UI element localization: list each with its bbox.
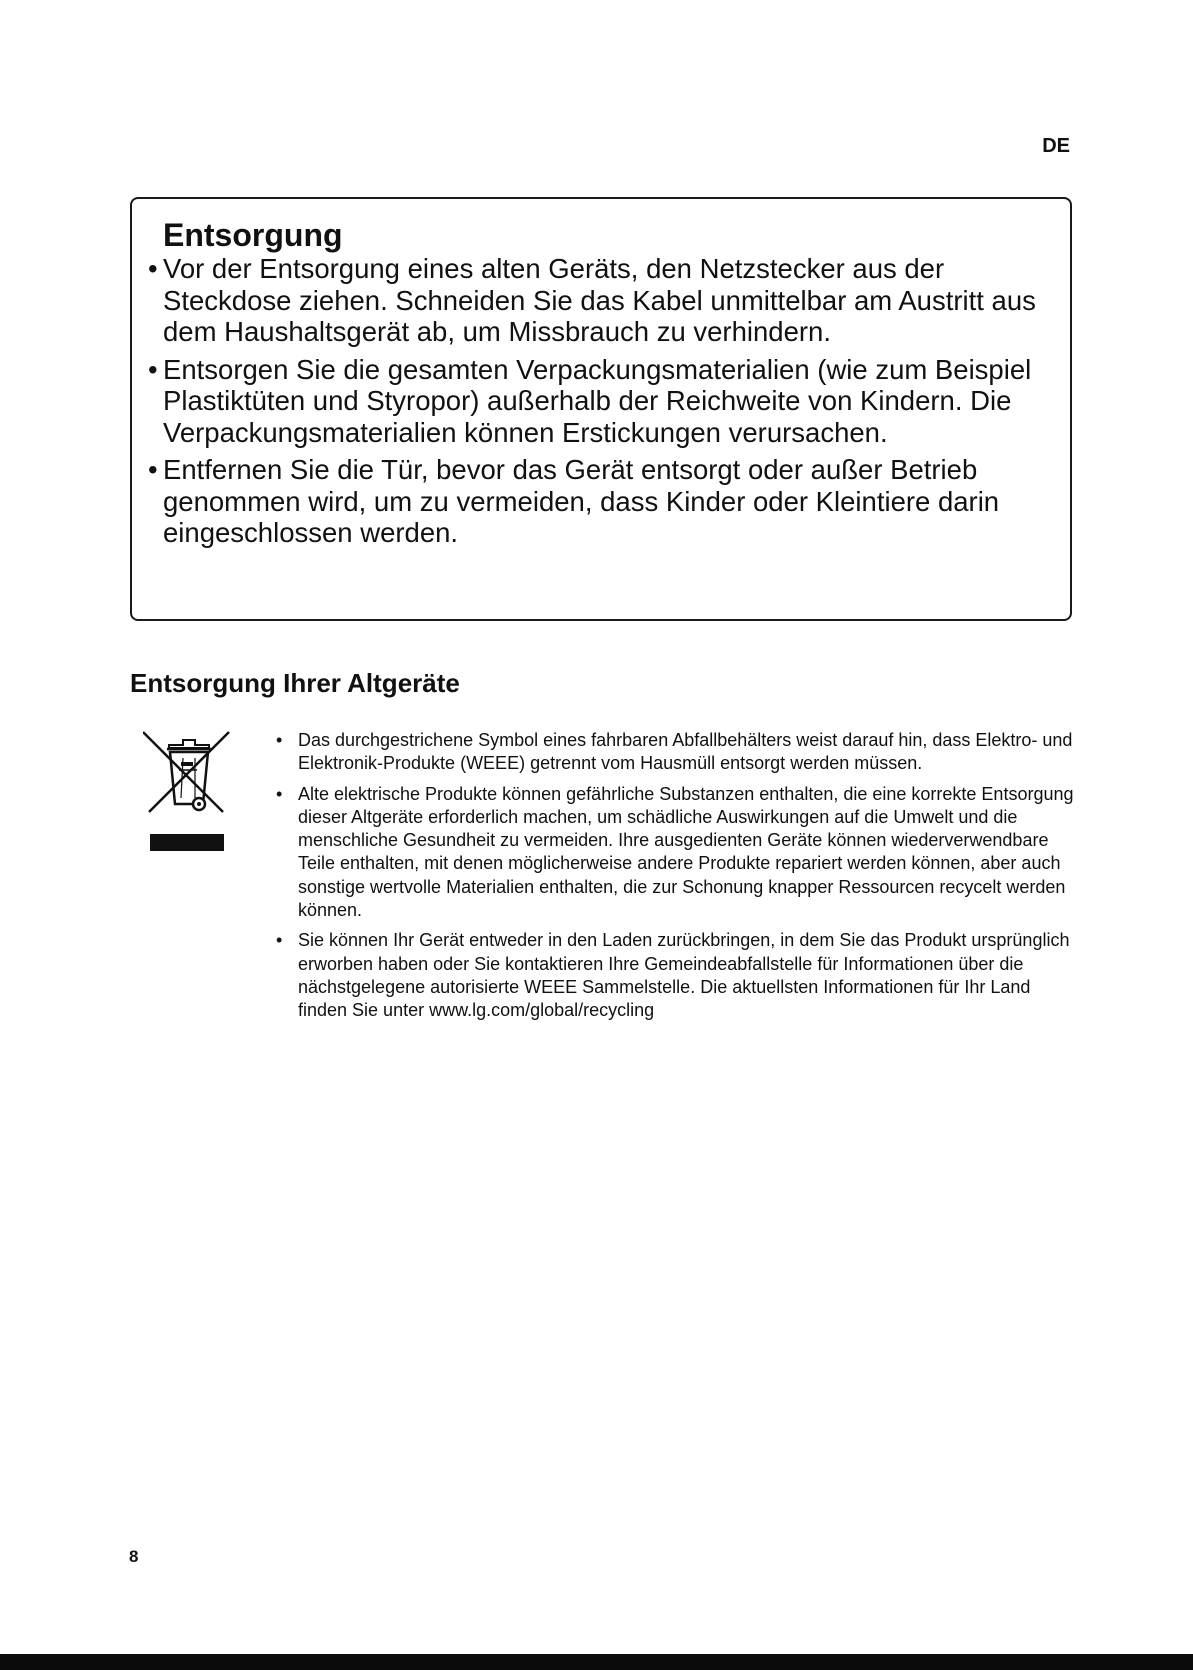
info-item — [276, 783, 1076, 923]
disposal-warning-box — [130, 197, 1072, 621]
bullet-icon: • — [276, 930, 283, 951]
info-item — [276, 929, 1076, 1022]
disposal-info-list — [276, 729, 1076, 1030]
warning-item-text: Vor der Entsorgung eines alten Geräts, den Netzstecker aus der Steckdose ziehen. Schneiden Sie das Kabel unmittelbar am Austritt aus dem Haushaltsgerät ab, um Missbrauch zu verhindern. — [163, 253, 1036, 347]
bottom-edge-bar — [0, 1654, 1193, 1670]
info-item — [276, 729, 1076, 776]
bullet-icon: • — [276, 730, 283, 750]
page-number: 8 — [129, 1547, 139, 1566]
language-code: DE — [1042, 135, 1070, 157]
bullet-icon: • — [276, 783, 283, 804]
warning-item-text: Entfernen Sie die Tür, bevor das Gerät entsorgt oder außer Betrieb genommen wird, um zu vermeiden, dass Kinder oder Kleintiere darin eingeschlossen werden. — [163, 454, 1000, 548]
warning-item-text: Entsorgen Sie die gesamten Verpackungsmaterialien (wie zum Beispiel Plastiktüten und Styropor) außerhalb der Reichweite von Kindern. Die Verpackungsmaterialien können Erstickungen verursachen. — [163, 353, 1032, 448]
bullet-icon: • — [148, 353, 158, 385]
warning-item — [148, 454, 1050, 549]
bullet-icon: • — [148, 454, 158, 485]
warning-list — [148, 253, 1050, 549]
warning-item — [148, 253, 1050, 348]
section-title: Entsorgung Ihrer Altgeräte — [130, 668, 460, 698]
info-item-text: Das durchgestrichene Symbol eines fahrbaren Abfallbehälters weist darauf hin, dass Elektro- und Elektronik-Produkte (WEEE) getrennt vom Hausmüll entsorgt werden müssen. — [298, 730, 1073, 774]
bullet-icon: • — [148, 253, 158, 284]
warning-item — [148, 354, 1050, 449]
info-item-text: Alte elektrische Produkte können gefährliche Substanzen enthalten, die eine korrekte Entsorgung dieser Altgeräte erforderlich machen, um schädliche Auswirkungen auf die Umwelt und die menschliche Gesundheit zu vermeiden. Ihre ausgedienten Geräte können wiederverwendbare Teile enthalten, mit denen möglicherweise andere Produkte repariert werden können, aber auch sonstige wertvolle Materialien enthalten, die zur Schonung knapper Ressourcen recycelt werden können. — [298, 783, 1074, 921]
warning-box-title: Entsorgung — [163, 217, 343, 253]
crossed-out-wheelie-bin-icon — [143, 728, 231, 852]
info-item-text: Sie können Ihr Gerät entweder in den Laden zurückbringen, in dem Sie das Produkt ursprünglich erworben haben oder Sie kontaktieren Ihre Gemeindeabfallstelle für Informationen über die nächstgelegene autorisierte WEEE Sammelstelle. Die aktuellsten Informationen für Ihr Land finden Sie unter www.lg.com/global/recycling — [298, 930, 1070, 1021]
